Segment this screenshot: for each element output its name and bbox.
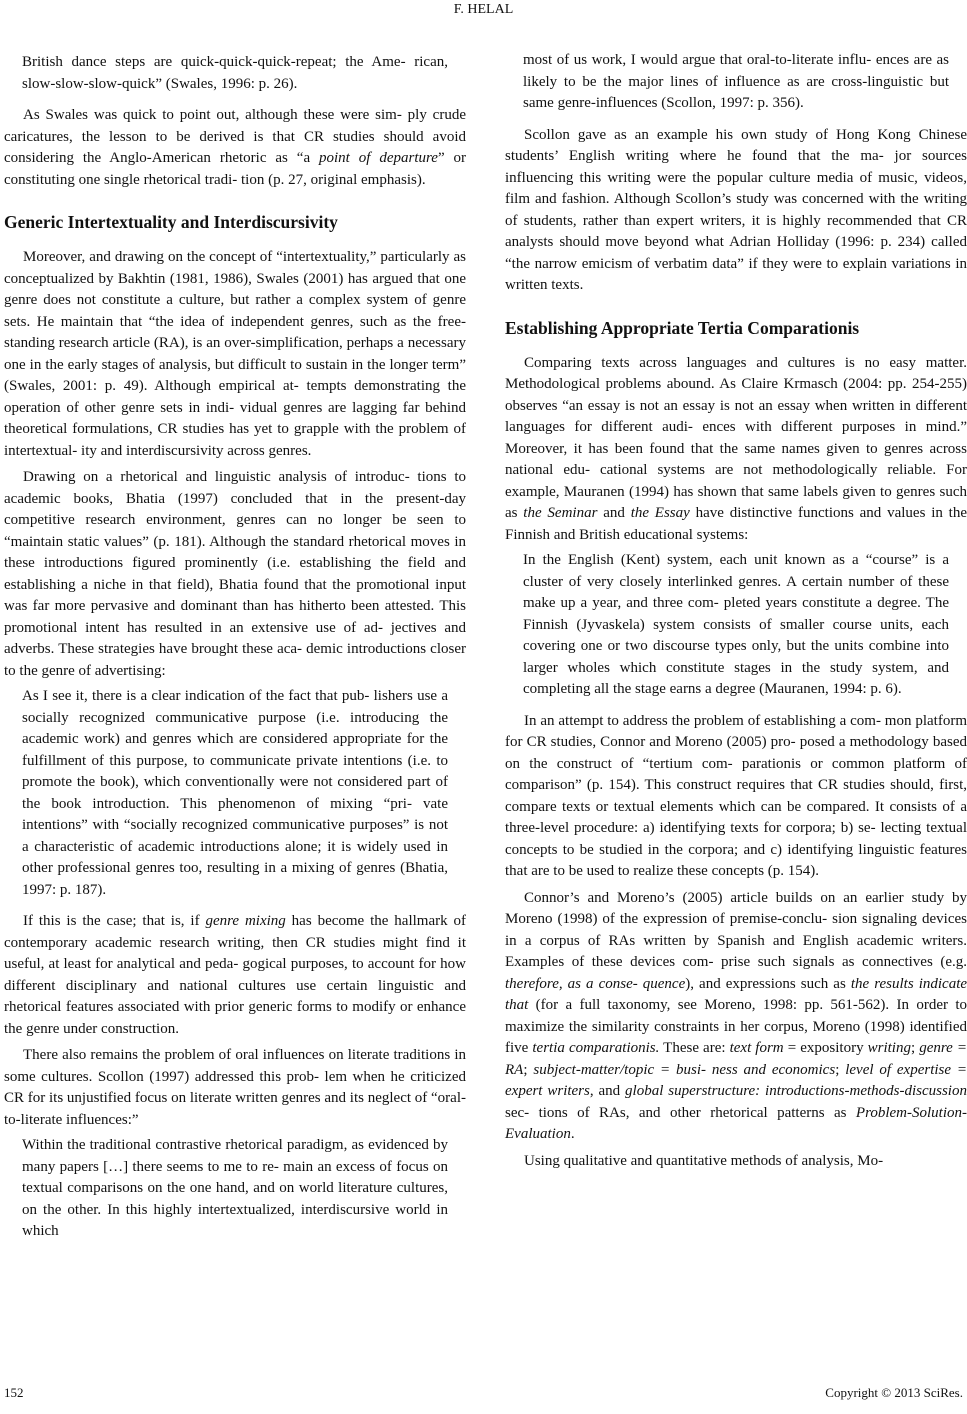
paragraph: Scollon gave as an example his own study of Hong Kong Chinese students’ English writing where he found that the ma- jor sources influencing this writing were the popular culture media of music, videos, film and fashion. Although Scollon’s study was concerned with the writing of students, rather than expert writers, it is highly recommended that CR analysts should move beyond what Adrian Holliday (1996: p. 234) called “the narrow emicism of verbatim data” if they were to explain variations in written texts. xyxy=(505,126,967,293)
page-number: 152 xyxy=(4,1385,24,1400)
block-quote: British dance steps are quick-quick-quick-repeat; the Ame- rican, slow-slow-slow-quick” (Swales, 1996: p. 26). xyxy=(22,54,448,92)
paragraph: There also remains the problem of oral influences on literate traditions in some cultures. Scollon (1997) addressed this prob- lem when he criticized CR for its unjustified focus on literate written genres and its neglect of “oral-to-literate influences:” xyxy=(4,1047,466,1128)
paragraph: Connor’s and Moreno’s (2005) article builds on an earlier study by Moreno (1998) of the expression of premise-conclu- sion signaling devices in a corpus of RAs written by Spanish and English academic writers. Examples of these devices com- prise such signals as connectives (e.g. therefore, as a conse- quence), and expressions such as the results indicate that (for a full taxonomy, see Moreno, 1998: pp. 561-562). In order to maximize the similarity constraints in her corpus, Moreno (1998) identified five tertia comparationis. These are: text form = expository writing; genre = RA; subject-matter/topic = busi- ness and economics; level of expertise = expert writers, and global superstructure: introductions-methods-discussion sec- tions of RAs, and other rhetorical patterns as Problem-Solution- Evaluation. xyxy=(505,889,967,1142)
right-column xyxy=(505,46,967,1172)
block-quote: most of us work, I would argue that oral-to-literate influ- ences are as likely to be the major lines of influence as are cross-linguistic but same genre-influences (Scollon, 1997: p. 356). xyxy=(523,52,949,111)
section-heading: Establishing Appropriate Tertia Comparationis xyxy=(505,317,860,338)
block-quote: Within the traditional contrastive rhetorical paradigm, as evidenced by many papers […] there seems to me to re- main an excess of focus on textual comparisons on the one hand, and on world literature cultures, on the other. In this highly intertextualized, interdiscursive world in which xyxy=(22,1137,448,1239)
running-head: F. HELAL xyxy=(453,2,514,17)
section-heading: Generic Intertextuality and Interdiscursivity xyxy=(4,212,338,232)
paragraph: Comparing texts across languages and cultures is no easy matter. Methodological problems abound. As Claire Krmasch (2004: pp. 254-255) observes “an essay is not an essay is not an essay when written in different languages for different audi- ences with different purposes in mind.” Moreover, it has been found that the same names given to genres across national edu- cational systems are not methodologically reliable. For example, Mauranen (1994) has shown that same labels given to genres such as the Seminar and the Essay have distinctive functions and values in the Finnish and British educational systems: xyxy=(505,354,967,543)
paragraph: If this is the case; that is, if genre mixing has become the hallmark of contemporary academic research writing, then CR studies might find it useful, at least for analytical and peda- gogical purposes, to account for how different disciplinary and national cultures use certain linguistic and rhetorical features associated with prior generic forms to modify or enhance the genre under construction. xyxy=(4,913,466,1037)
paragraph: Using qualitative and quantitative methods of analysis, Mo- xyxy=(524,1152,884,1169)
left-column xyxy=(4,48,466,1253)
paragraph: Drawing on a rhetorical and linguistic analysis of introduc- tions to academic books, Bhatia (1997) concluded that in the present-day competitive research environment, genres can no longer be seen to “maintain static values” (p. 181). Although the standard rhetorical moves in these introductions figured prominently (i.e. establishing the field and establishing a niche in that field), Bhatia found that the promotional input was far more pervasive and dominant than has hitherto been attested. This promotional intent has resulted in an extensive use of ad- jectives and adverbs. These strategies have brought these aca- demic introductions closer to the genre of advertising: xyxy=(4,469,466,679)
block-quote: In the English (Kent) system, each unit known as a “course” is a cluster of very closely interlinked genres. A certain number of these make up a year, and three com- pleted years constitute a degree. The Finnish (Jyvaskela) system consists of smaller course units, each covering one or two discourse types only, but the units combine into larger wholes which constitute stages in the study system, and completing all the stage earns a degree (Mauranen, 1994: p. 6). xyxy=(523,552,949,697)
paragraph: Moreover, and drawing on the concept of “intertextuality,” particularly as conceptualized by Bakhtin (1981, 1986), Swales (2001) has argued that one genre does not constitute a culture, but rather a complex system of genre sets. He maintain that “the idea of independent genres, such as the free-standing research article (RA), is an over-simplification, perhaps a necessary one in the early stages of analysis, but difficult to sustain in the longer term” (Swales, 2001: p. 49). Although empirical at- tempts demonstrating the operation of other genre sets in indi- vidual genres are lagging far behind theoretical formulations, CR studies has yet to grapple with the problem of intertextual- ity and interdiscursivity across genres. xyxy=(4,249,466,459)
block-quote: As I see it, there is a clear indication of the fact that pub- lishers use a socially recognized communicative purpose (i.e. introducing the academic work) and genres which are considered appropriate for the fulfillment of this purpose, to communicate private intentions (i.e. to promote the book), which conventionally were not considered part of the book introduction. This phenomenon of mixing “pri- vate intentions” with “socially recognized communicative purposes” is not a characteristic of academic introductions alone; it is widely used in other professional genres too, resulting in a mixing of genres (Bhatia, 1997: p. 187). xyxy=(22,688,448,898)
copyright-notice: Copyright © 2013 SciRes. xyxy=(825,1385,963,1400)
paragraph: As Swales was quick to point out, although these were sim- ply crude caricatures, the lesson to be derived is that CR studies should avoid considering the Anglo-American rhetoric as “a point of departure” or constituting one single rhetorical tradi- tion (p. 27, original emphasis). xyxy=(4,107,466,188)
paragraph: In an attempt to address the problem of establishing a com- mon platform for CR studies, Connor and Moreno (2005) pro- posed a methodology based on the construct of “tertium com- parationis or common platform of comparison” (p. 154). This construct requires that CR studies should, first, compare texts or textual elements which can be compared. It consists of a three-level procedure: a) identifying texts for corpora; b) se- lecting textual concepts to be studied in the corpora; and c) identifying linguistic features that are to be used to realize these concepts (p. 154). xyxy=(505,712,967,879)
